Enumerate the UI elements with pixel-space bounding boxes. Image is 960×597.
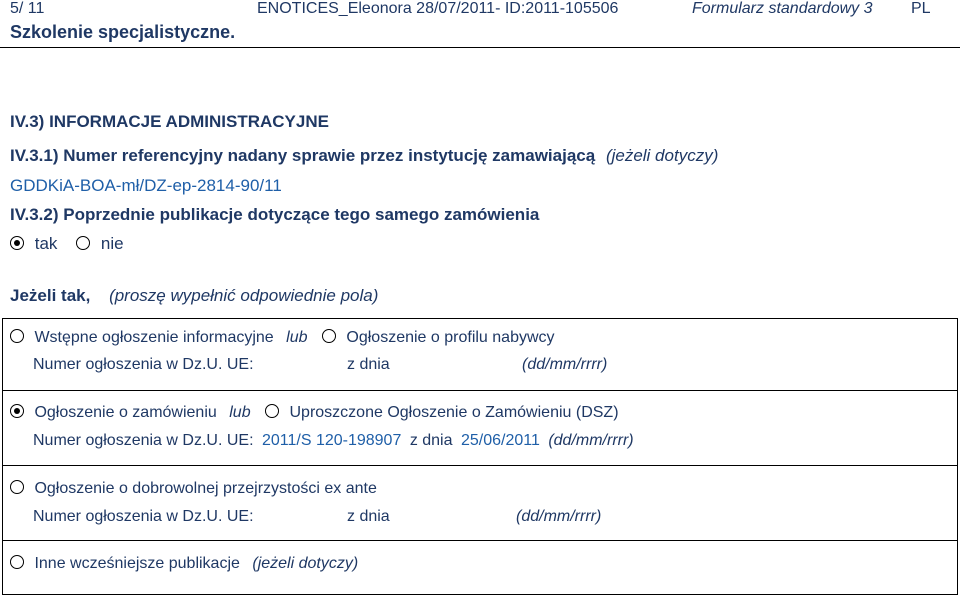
box2-number-value: 2011/S 120-198907 — [261, 432, 402, 449]
if-yes-label: Jeżeli tak, — [10, 286, 91, 305]
if-yes-row — [10, 286, 378, 306]
box2-date-value: 25/06/2011 — [460, 432, 540, 449]
radio-buyer-profile-notice[interactable] — [322, 329, 336, 343]
simplified-contract-notice-label: Uproszczone Ogłoszenie o Zamówieniu (DSZ) — [289, 404, 619, 421]
radio-other-previous-publications[interactable] — [10, 555, 24, 569]
buyer-profile-notice-label: Ogłoszenie o profilu nabywcy — [346, 329, 555, 346]
box3-date-label: z dnia — [347, 508, 390, 525]
box1-date-label: z dnia — [347, 356, 390, 373]
other-previous-publications-label: Inne wcześniejsze publikacje — [34, 555, 240, 572]
section-title: IV.3) INFORMACJE ADMINISTRACYJNE — [10, 112, 329, 131]
radio-contract-notice[interactable] — [10, 404, 24, 418]
box3-options — [10, 480, 377, 498]
radio-no[interactable] — [76, 236, 90, 250]
or-label: lub — [286, 329, 308, 346]
radio-voluntary-ex-ante-notice[interactable] — [10, 480, 24, 494]
box4-options — [10, 555, 358, 573]
form-name: Formularz standardowy 3 — [692, 0, 873, 17]
box2-number-label: Numer ogłoszenia w Dz.U. UE: — [33, 432, 254, 449]
box2-options — [10, 404, 619, 422]
ref-number-label: IV.3.1) Numer referencyjny nadany sprawie przez instytucję zamawiającą — [10, 146, 596, 165]
prior-information-notice-label: Wstępne ogłoszenie informacyjne — [34, 329, 274, 346]
ref-number-value: GDDKiA-BOA-mł/DZ-ep-2814-90/11 — [10, 176, 282, 195]
box1-date-format: (dd/mm/rrrr) — [522, 356, 608, 373]
box-separator — [2, 390, 958, 391]
box2-date-format: (dd/mm/rrrr) — [548, 432, 634, 449]
radio-prior-information-notice[interactable] — [10, 329, 24, 343]
or-label: lub — [229, 404, 251, 421]
box1-number-label: Numer ogłoszenia w Dz.U. UE: — [33, 356, 254, 373]
previous-publications-label: IV.3.2) Poprzednie publikacje dotyczące tego samego zamówienia — [10, 205, 540, 224]
ref-number-note: (jeżeli dotyczy) — [605, 146, 719, 165]
box3-date-format: (dd/mm/rrrr) — [516, 508, 602, 525]
box-separator — [2, 465, 958, 466]
box-separator — [2, 540, 958, 541]
if-yes-note: (proszę wypełnić odpowiednie pola) — [109, 286, 379, 305]
contract-notice-label: Ogłoszenie o zamówieniu — [34, 404, 217, 421]
radio-no-label: nie — [100, 234, 124, 253]
voluntary-ex-ante-notice-label: Ogłoszenie o dobrowolnej przejrzystości ex ante — [34, 480, 377, 497]
box2-date-label: z dnia — [409, 432, 453, 449]
previous-publications-options — [10, 234, 124, 254]
radio-simplified-contract-notice[interactable] — [265, 404, 279, 418]
box1-options — [10, 329, 555, 347]
box3-number-label: Numer ogłoszenia w Dz.U. UE: — [33, 508, 254, 525]
radio-yes[interactable] — [10, 236, 24, 250]
document-subtitle: Szkolenie specjalistyczne. — [10, 22, 236, 42]
language-code: PL — [911, 0, 931, 17]
other-previous-publications-note: (jeżeli dotyczy) — [252, 555, 359, 572]
radio-yes-label: tak — [34, 234, 58, 253]
ref-number-row — [10, 146, 718, 166]
document-id: ENOTICES_Eleonora 28/07/2011- ID:2011-105506 — [257, 0, 619, 17]
page-number: 5/ 11 — [10, 0, 45, 17]
header-divider — [0, 47, 960, 48]
box2-number-row — [33, 432, 634, 450]
